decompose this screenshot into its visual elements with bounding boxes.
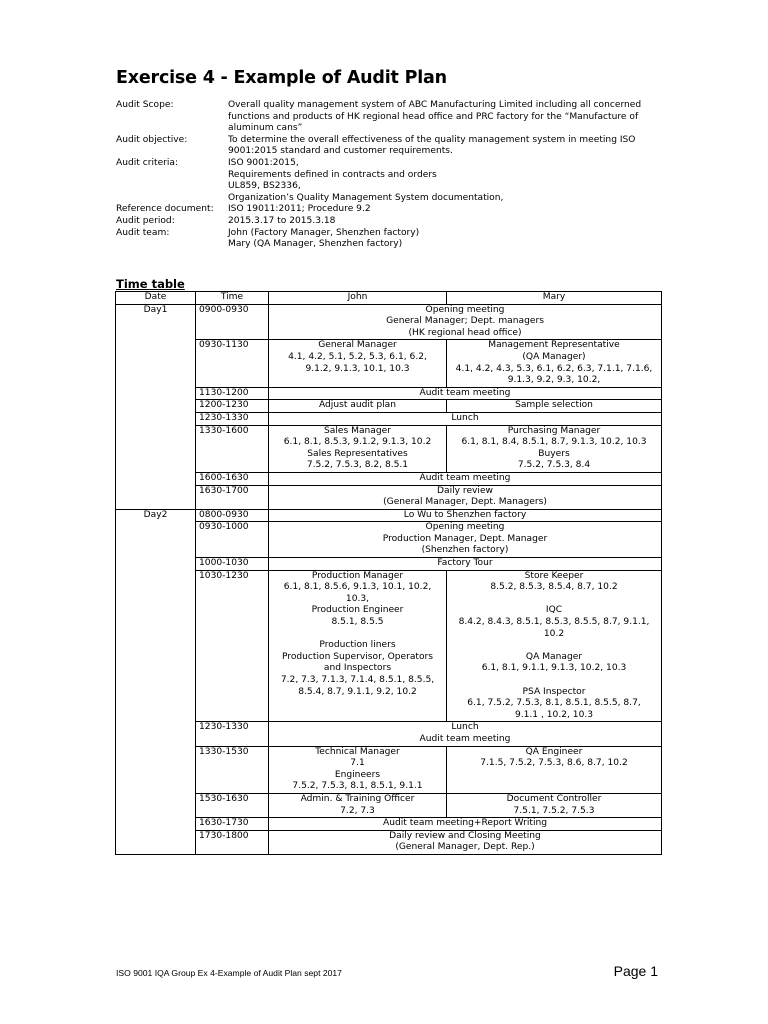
table-row [116, 387, 662, 400]
info-label: Audit period: [116, 215, 175, 226]
cell-joint-activity: Audit team meeting [269, 387, 662, 400]
cell-date [116, 793, 196, 817]
timetable-heading: Time table [116, 277, 185, 291]
cell-john: General Manager 4.1, 4.2, 5.1, 5.2, 5.3, 6.1, 6.2, 9.1.2, 9.1.3, 10.1, 10.3 [269, 340, 447, 387]
cell-mary: Store Keeper 8.5.2, 8.5.3, 8.5.4, 8.7, 10.2 IQC 8.4.2, 8.4.3, 8.5.1, 8.5.3, 8.5.5, 8.7, 9.1.1, 10.2 QA Manager 6.1, 8.1, 9.1.1, 9.1.3, 10.2, 10.3 PSA Inspector 6.1, 7.5.2, 7.5.3, 8.1, 8.5.1, 8.5.5, 8.7, 9.1.1 , 10.2, 10.3 [447, 570, 662, 722]
cell-date [116, 746, 196, 793]
info-value: ISO 9001:2015, Requirements defined in contracts and orders UL859, BS2336, Organization’s Quality Management System documentation, [228, 157, 504, 203]
info-label: Audit Scope: [116, 100, 174, 110]
table-row [116, 558, 662, 571]
info-row [116, 158, 648, 204]
header-date: Date [116, 292, 196, 305]
cell-date [116, 830, 196, 854]
cell-time: 0930-1130 [196, 340, 269, 387]
cell-time: 1200-1230 [196, 400, 269, 413]
cell-joint-activity: Opening meeting General Manager; Dept. managers (HK regional head office) [269, 304, 662, 340]
table-row [116, 509, 662, 522]
cell-date [116, 485, 196, 509]
cell-mary: Document Controller 7.5.1, 7.5.2, 7.5.3 [447, 793, 662, 817]
table-row [116, 304, 662, 340]
info-value: To determine the overall effectiveness of the quality management system in meeting ISO 9001:2015 standard and customer requirements. [228, 134, 636, 157]
info-label: Reference document: [116, 204, 214, 215]
audit-info-section [116, 100, 648, 251]
cell-time: 1330-1600 [196, 425, 269, 472]
cell-john: Technical Manager 7.1 Engineers 7.5.2, 7.5.3, 8.1, 8.5.1, 9.1.1 [269, 746, 447, 793]
cell-joint-activity: Daily review (General Manager, Dept. Managers) [269, 485, 662, 509]
cell-joint-activity: Opening meeting Production Manager, Dept. Manager (Shenzhen factory) [269, 522, 662, 558]
cell-joint-activity: Lo Wu to Shenzhen factory [269, 509, 662, 522]
cell-time: 1230-1330 [196, 722, 269, 746]
cell-date [116, 425, 196, 472]
cell-john: Adjust audit plan [269, 400, 447, 413]
cell-date [116, 722, 196, 746]
info-label: Audit objective: [116, 134, 188, 145]
cell-time: 1630-1700 [196, 485, 269, 509]
timetable-header-row [116, 292, 662, 305]
table-row [116, 522, 662, 558]
cell-time: 0800-0930 [196, 509, 269, 522]
cell-time: 0930-1000 [196, 522, 269, 558]
info-value: ISO 19011:2011; Procedure 9.2 [228, 204, 371, 215]
info-row [116, 228, 648, 251]
header-john: John [269, 292, 447, 305]
cell-mary: Sample selection [447, 400, 662, 413]
table-row [116, 472, 662, 485]
header-time: Time [196, 292, 269, 305]
cell-date [116, 522, 196, 558]
cell-date [116, 558, 196, 571]
cell-date: Day2 [116, 509, 196, 522]
cell-joint-activity: Audit team meeting+Report Writing [269, 818, 662, 831]
info-row [116, 216, 648, 228]
table-row [116, 722, 662, 746]
table-row [116, 570, 662, 722]
table-row [116, 830, 662, 854]
cell-time: 1030-1230 [196, 570, 269, 722]
timetable [115, 291, 662, 855]
cell-joint-activity: Daily review and Closing Meeting (General Manager, Dept. Rep.) [269, 830, 662, 854]
cell-date [116, 387, 196, 400]
table-row [116, 746, 662, 793]
footer-page-number: Page 1 [613, 963, 658, 979]
info-row [116, 135, 648, 158]
cell-date [116, 570, 196, 722]
cell-time: 1630-1730 [196, 818, 269, 831]
cell-date [116, 340, 196, 387]
page-title: Exercise 4 - Example of Audit Plan [116, 68, 447, 88]
cell-mary: Management Representative (QA Manager) 4.1, 4.2, 4.3, 5.3, 6.1, 6.2, 6.3, 7.1.1, 7.1.6, 9.1.3, 9.2, 9.3, 10.2, [447, 340, 662, 387]
cell-date [116, 472, 196, 485]
table-row [116, 412, 662, 425]
cell-time: 1730-1800 [196, 830, 269, 854]
table-row [116, 818, 662, 831]
header-mary: Mary [447, 292, 662, 305]
cell-joint-activity: Lunch [269, 412, 662, 425]
cell-john: Production Manager 6.1, 8.1, 8.5.6, 9.1.3, 10.1, 10.2, 10.3, Production Engineer 8.5.1, 8.5.5 Production liners Production Supervisor, Operators and Inspectors 7.2, 7.3, 7.1.3, 7.1.4, 8.5.1, 8.5.5, 8.5.4, 8.7, 9.1.1, 9.2, 10.2 [269, 570, 447, 722]
cell-time: 1330-1530 [196, 746, 269, 793]
info-value: Overall quality management system of ABC Manufacturing Limited including all concerned functions and products of HK regional head office and PRC factory for the “Manufacture of aluminum cans” [228, 100, 642, 134]
cell-date [116, 412, 196, 425]
cell-time: 0900-0930 [196, 304, 269, 340]
cell-joint-activity: Lunch Audit team meeting [269, 722, 662, 746]
footer-document-ref: ISO 9001 IQA Group Ex 4-Example of Audit Plan sept 2017 [116, 968, 342, 978]
cell-joint-activity: Audit team meeting [269, 472, 662, 485]
cell-time: 1130-1200 [196, 387, 269, 400]
info-value: 2015.3.17 to 2015.3.18 [228, 215, 336, 226]
info-label: Audit criteria: [116, 157, 179, 168]
cell-time: 1530-1630 [196, 793, 269, 817]
cell-joint-activity: Factory Tour [269, 558, 662, 571]
table-row [116, 400, 662, 413]
cell-time: 1000-1030 [196, 558, 269, 571]
cell-john: Admin. & Training Officer 7.2, 7.3 [269, 793, 447, 817]
cell-date [116, 818, 196, 831]
info-row [116, 100, 648, 135]
table-row [116, 485, 662, 509]
info-row [116, 204, 648, 216]
table-row [116, 425, 662, 472]
cell-date [116, 400, 196, 413]
cell-time: 1230-1330 [196, 412, 269, 425]
cell-mary: QA Engineer 7.1.5, 7.5.2, 7.5.3, 8.6, 8.7, 10.2 [447, 746, 662, 793]
info-value: John (Factory Manager, Shenzhen factory) Mary (QA Manager, Shenzhen factory) [228, 227, 420, 250]
cell-john: Sales Manager 6.1, 8.1, 8.5.3, 9.1.2, 9.1.3, 10.2 Sales Representatives 7.5.2, 7.5.3, 8.2, 8.5.1 [269, 425, 447, 472]
table-row [116, 793, 662, 817]
info-label: Audit team: [116, 227, 170, 238]
cell-date: Day1 [116, 304, 196, 340]
cell-mary: Purchasing Manager 6.1, 8.1, 8.4, 8.5.1, 8.7, 9.1.3, 10.2, 10.3 Buyers 7.5.2, 7.5.3, 8.4 [447, 425, 662, 472]
table-row [116, 340, 662, 387]
cell-time: 1600-1630 [196, 472, 269, 485]
